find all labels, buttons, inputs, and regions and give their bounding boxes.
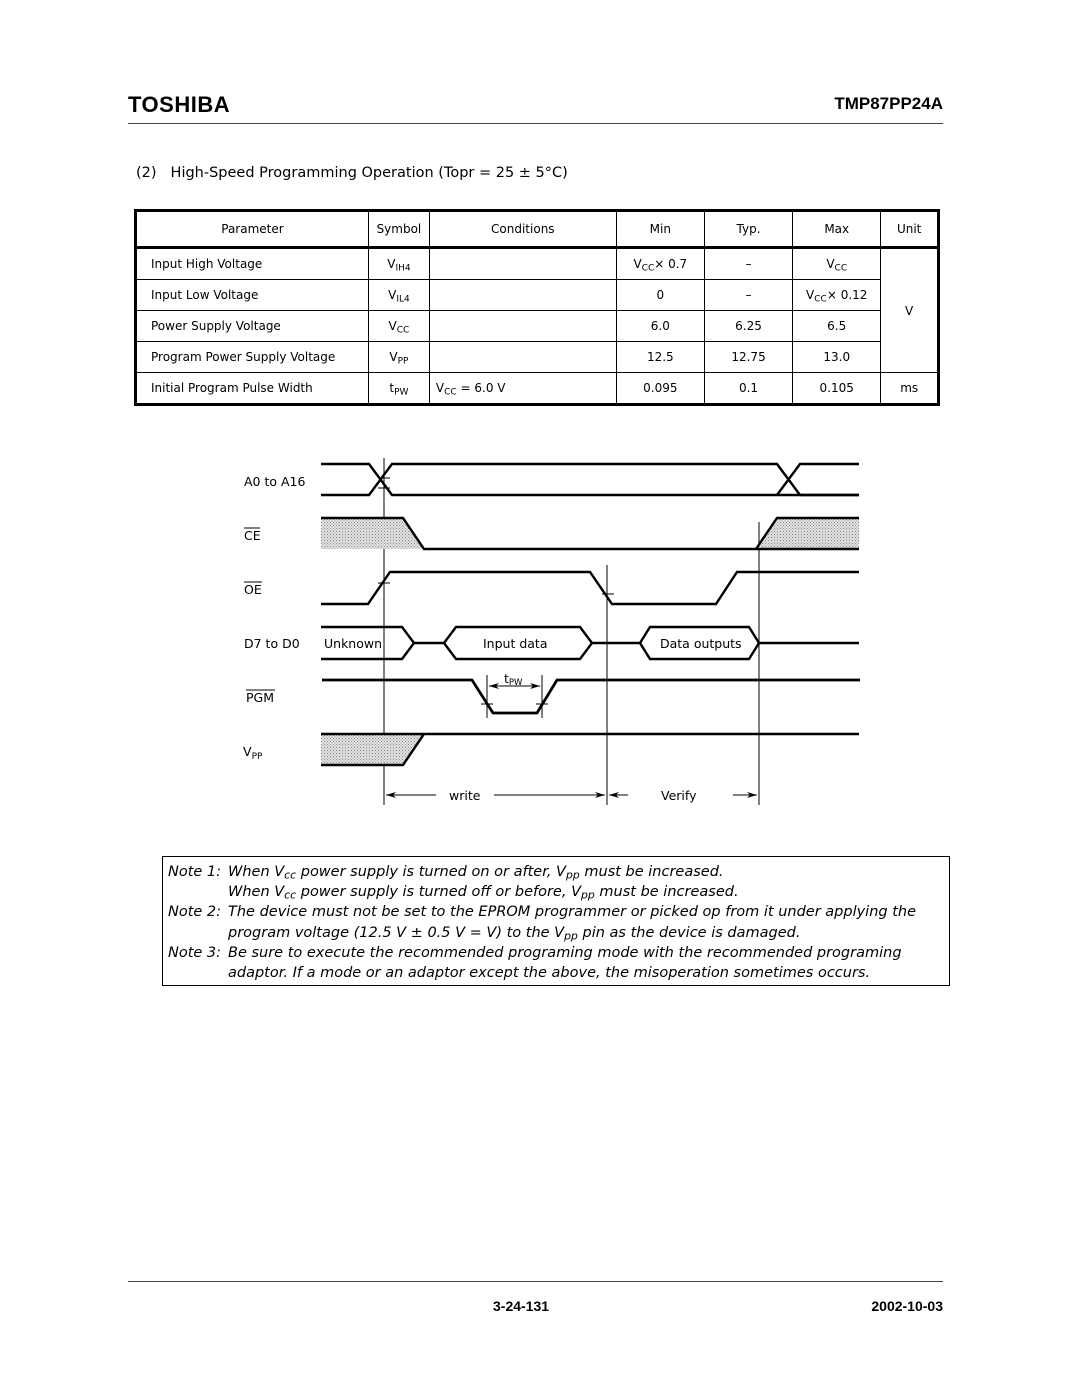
cell-typ: 6.25 [704, 311, 792, 342]
cell-unit-ms: ms [881, 373, 939, 405]
signal-label-data: D7 to D0 [244, 636, 300, 651]
data-state-input: Input data [483, 636, 548, 651]
cell-max: 6.5 [793, 311, 881, 342]
header-symbol: Symbol [368, 211, 429, 248]
note-label: Note 1: [168, 864, 222, 880]
tpw-label: tPW [504, 671, 523, 688]
section-number: (2) [136, 165, 157, 181]
note-text: adaptor. If a mode or an adaptor except the above, the misoperation sometimes occurs. [228, 965, 871, 982]
cell-max: $V_{CC}\times 0.12$ [793, 280, 881, 311]
cell-parameter: Input Low Voltage [136, 280, 369, 311]
cell-typ: – [704, 280, 792, 311]
note-text: When $V_{cc}$ power supply is turned on or after, $V_{pp}$ must be increased. [228, 864, 724, 882]
vpp-dont-care [321, 734, 424, 765]
signal-label-oe: OE [244, 582, 262, 597]
waveform-address-low [321, 464, 859, 495]
note-3 [163, 943, 949, 963]
signal-label-pgm: PGM [246, 690, 275, 705]
header-max: Max [793, 211, 881, 248]
header-conditions: Conditions [429, 211, 616, 248]
header-parameter: Parameter [136, 211, 369, 248]
waveform-pgm [322, 680, 860, 713]
part-number: TMP87PP24A [834, 94, 943, 113]
note-label: Note 3: [168, 944, 222, 961]
cell-max: 13.0 [793, 342, 881, 373]
timing-ticks [378, 478, 614, 718]
waveform-address-high [777, 464, 859, 495]
cell-symbol: $t_{PW}$ [368, 373, 429, 405]
cell-min: 0.095 [616, 373, 704, 405]
cell-parameter: Power Supply Voltage [136, 311, 369, 342]
note-2 [163, 902, 949, 922]
cell-max: 0.105 [793, 373, 881, 405]
cell-conditions: $V_{CC} = 6.0$ V [429, 373, 616, 405]
cell-symbol: $V_{CC}$ [368, 311, 429, 342]
cell-typ: 12.75 [704, 342, 792, 373]
header-typ: Typ. [704, 211, 792, 248]
header-unit: Unit [881, 211, 939, 248]
data-state-output: Data outputs [660, 636, 742, 651]
cell-symbol: $V_{IH4}$ [368, 248, 429, 280]
document-date: 2002-10-03 [871, 1298, 943, 1314]
note-text: program voltage (12.5 V ± 0.5 V = V) to the $V_{pp}$ pin as the device is damaged. [228, 924, 801, 943]
ce-dont-care-left [321, 518, 424, 549]
notes-box [162, 856, 950, 986]
cell-parameter: Initial Program Pulse Width [136, 373, 369, 405]
signal-label-address: A0 to A16 [244, 474, 306, 489]
cell-max: $V_{CC}$ [793, 248, 881, 280]
note-3-continued [163, 963, 949, 983]
cell-typ: – [704, 248, 792, 280]
cell-symbol: $V_{IL4}$ [368, 280, 429, 311]
cell-typ: 0.1 [704, 373, 792, 405]
cell-min: 12.5 [616, 342, 704, 373]
footer-divider [128, 1281, 943, 1282]
cell-parameter: Input High Voltage [136, 248, 369, 280]
cell-parameter: Program Power Supply Voltage [136, 342, 369, 373]
waveform-address-mid [321, 464, 859, 495]
section-title-text: High-Speed Programming Operation (Topr = 25 ± 5°C) [170, 165, 568, 181]
ce-dont-care-right [756, 518, 859, 549]
data-state-unknown: Unknown [324, 636, 383, 651]
note-label: Note 2: [168, 904, 222, 921]
note-1 [163, 862, 949, 882]
page-number: 3-24-131 [493, 1298, 550, 1314]
cell-unit-volts: V [881, 248, 939, 373]
reference-lines [384, 458, 759, 805]
signal-label-ce: CE [244, 528, 261, 543]
header-min: Min [616, 211, 704, 248]
signal-label-vpp: $V_{PP}$ [243, 744, 263, 762]
phase-verify-label: Verify [661, 788, 697, 803]
note-2-continued [163, 923, 949, 943]
note-text: The device must not be set to the EPROM programmer or picked op from it under applying the [228, 904, 917, 921]
note-text: When $V_{cc}$ power supply is turned off or before, $V_{pp}$ must be increased. [228, 884, 739, 902]
cell-min: 6.0 [616, 311, 704, 342]
cell-min: $V_{CC}\times 0.7$ [616, 248, 704, 280]
note-1-continued [163, 882, 949, 902]
note-text: Be sure to execute the recommended programing mode with the recommended programing [228, 944, 902, 961]
cell-symbol: $V_{PP}$ [368, 342, 429, 373]
cell-min: 0 [616, 280, 704, 311]
brand-logo: TOSHIBA [128, 92, 231, 117]
phase-write-label: write [449, 788, 481, 803]
waveform-oe [321, 572, 859, 604]
